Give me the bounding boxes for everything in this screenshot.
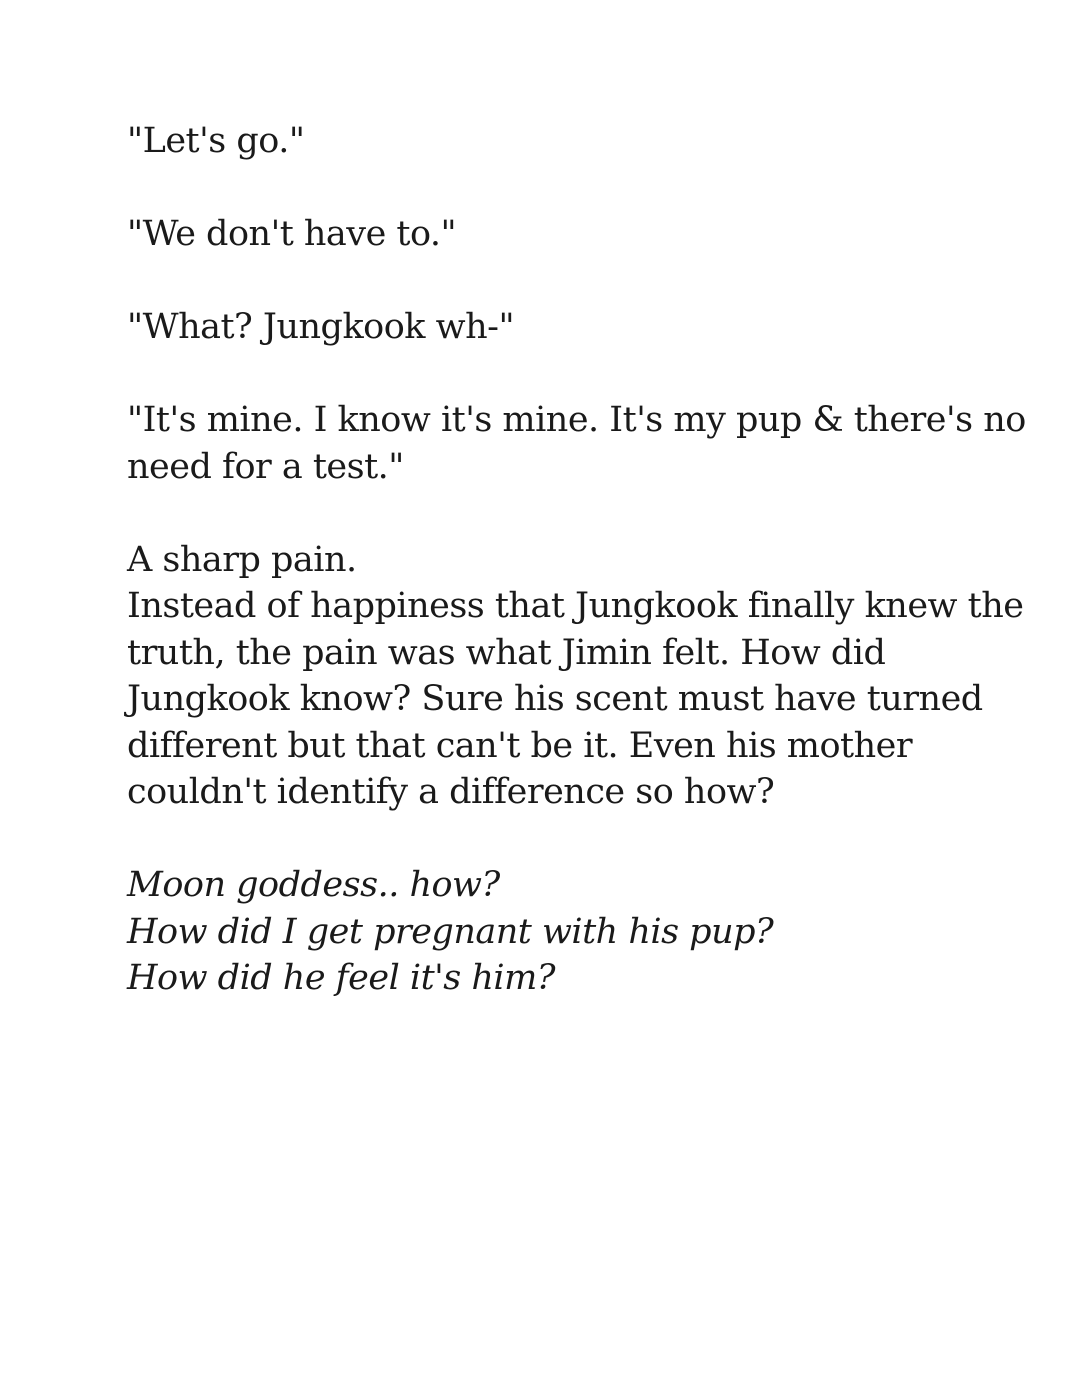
paragraph-inner-thoughts — [127, 862, 957, 1002]
paragraph-what-jungkook — [127, 304, 957, 351]
document-page — [127, 118, 1026, 1048]
text-line: need for a test." — [127, 446, 404, 487]
text-line: "What? Jungkook wh-" — [127, 307, 515, 347]
italic-text-line: How did I get pregnant with his pup? — [127, 911, 774, 952]
paragraph-sharp-pain — [127, 537, 1024, 816]
paragraph-lets-go — [127, 118, 957, 165]
text-line: "Let's go." — [127, 121, 305, 161]
text-line: "It's mine. I know it's mine. It's my pup & there's no — [127, 400, 1026, 440]
text-line: different but that can't be it. Even his mother — [127, 725, 913, 766]
text-line: Jungkook know? Sure his scent must have turned — [127, 679, 983, 719]
paragraph-dont-have-to — [127, 211, 957, 258]
text-line: A sharp pain. — [127, 539, 357, 580]
italic-text-line: How did he feel it's him? — [127, 958, 556, 998]
text-line: Instead of happiness that Jungkook finally knew the — [127, 586, 1024, 626]
text-line: truth, the pain was what Jimin felt. How did — [127, 632, 886, 673]
italic-text-line: Moon goddess.. how? — [127, 865, 500, 905]
paragraph-its-mine — [127, 397, 1026, 490]
text-line: couldn't identify a difference so how? — [127, 772, 775, 812]
text-line: "We don't have to." — [127, 214, 457, 254]
